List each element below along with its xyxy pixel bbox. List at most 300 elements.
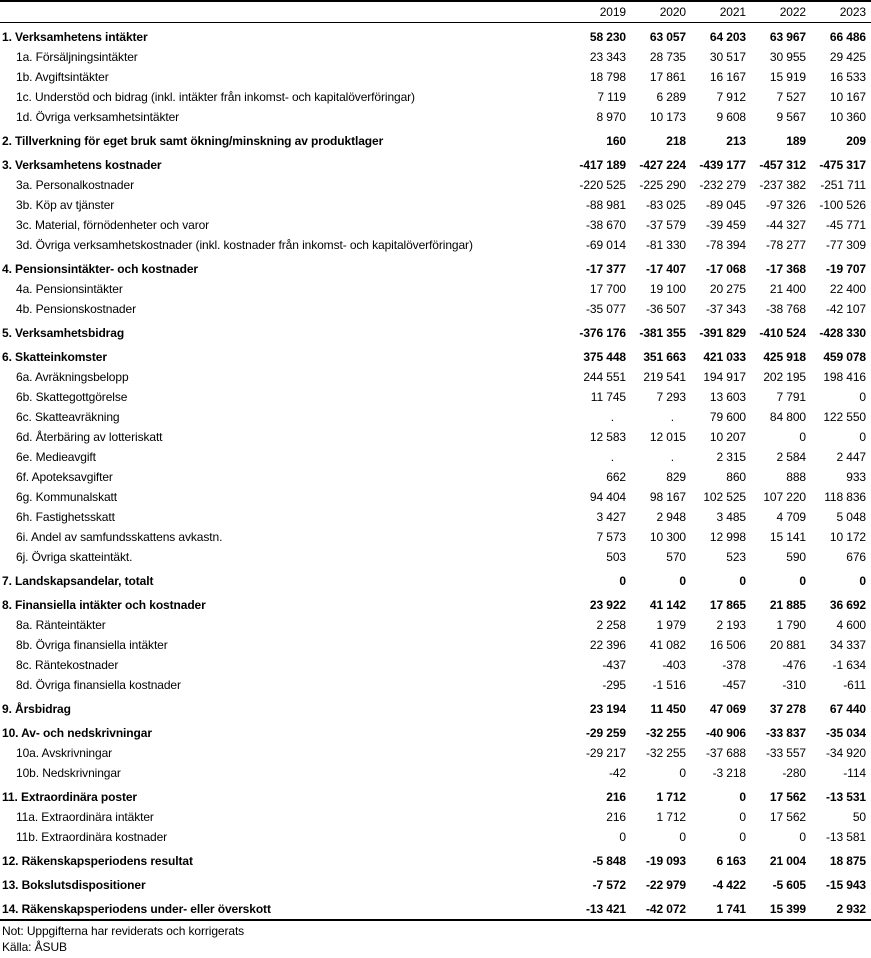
cell: 4 709 xyxy=(776,510,806,524)
row-label: 1c. Understöd och bidrag (inkl. intäkter från inkomst- och kapitalöverföringar) xyxy=(16,90,415,104)
cell: 218 xyxy=(666,134,686,148)
cell: 0 xyxy=(679,766,686,780)
cell: 107 220 xyxy=(763,490,806,504)
cell: -37 688 xyxy=(706,746,746,760)
row-label: 2. Tillverkning för eget bruk samt ökning/minskning av produktlager xyxy=(2,134,384,148)
cell: 67 440 xyxy=(829,702,866,716)
row-label: 5. Verksamhetsbidrag xyxy=(2,326,125,340)
cell: -13 581 xyxy=(826,830,866,844)
cell: 16 167 xyxy=(709,70,746,84)
cell: -29 217 xyxy=(586,746,626,760)
cell: -97 326 xyxy=(766,198,806,212)
cell: -88 981 xyxy=(586,198,626,212)
row-label: 4. Pensionsintäkter- och kostnader xyxy=(2,262,198,276)
row-label: 8b. Övriga finansiella intäkter xyxy=(16,638,168,652)
row-label: 6b. Skattegottgörelse xyxy=(16,390,128,404)
cell: -237 382 xyxy=(759,178,806,192)
cell: 11 745 xyxy=(590,390,626,404)
cell: 23 343 xyxy=(589,50,626,64)
cell: . xyxy=(610,410,614,424)
row-label: 12. Räkenskapsperiodens resultat xyxy=(2,854,193,868)
cell: 102 525 xyxy=(703,490,746,504)
cell: 198 416 xyxy=(823,370,866,384)
cell: -439 177 xyxy=(699,158,746,172)
cell: -476 xyxy=(782,658,806,672)
cell: -22 979 xyxy=(646,878,686,892)
cell: 0 xyxy=(739,790,746,804)
cell: 11 450 xyxy=(650,702,686,716)
cell: 0 xyxy=(679,574,686,588)
table-row xyxy=(0,387,871,407)
cell: 22 396 xyxy=(589,638,626,652)
cell: -35 034 xyxy=(826,726,866,740)
note-revised: Not: Uppgifterna har reviderats och korrigerats xyxy=(2,924,245,938)
cell: 0 xyxy=(739,810,746,824)
row-label: 3c. Material, förnödenheter och varor xyxy=(16,218,210,232)
cell: -38 768 xyxy=(766,302,806,316)
row-label: 4b. Pensionskostnader xyxy=(16,302,136,316)
cell: -457 312 xyxy=(759,158,806,172)
cell: 7 791 xyxy=(776,390,806,404)
row-label: 6e. Medieavgift xyxy=(16,450,96,464)
cell: -17 407 xyxy=(646,262,686,276)
row-label: 11. Extraordinära poster xyxy=(2,790,137,804)
cell: 216 xyxy=(606,790,626,804)
cell: -251 711 xyxy=(820,178,866,192)
cell: -17 368 xyxy=(766,262,806,276)
cell: -42 xyxy=(608,766,626,780)
cell: 189 xyxy=(786,134,806,148)
table-row xyxy=(0,655,871,675)
table-row xyxy=(0,279,871,299)
cell: 459 078 xyxy=(823,350,866,364)
cell: -114 xyxy=(843,766,866,780)
cell: 829 xyxy=(666,470,686,484)
cell: 63 967 xyxy=(769,30,806,44)
cell: -220 525 xyxy=(579,178,626,192)
table-header-row xyxy=(0,2,871,23)
cell: -44 327 xyxy=(766,218,806,232)
cell: 0 xyxy=(859,390,866,404)
table-row xyxy=(0,567,871,591)
cell: 1 979 xyxy=(656,618,686,632)
cell: 7 119 xyxy=(597,90,626,104)
cell: -4 422 xyxy=(712,878,746,892)
cell: -32 255 xyxy=(646,746,686,760)
cell: -40 906 xyxy=(706,726,746,740)
cell: 10 207 xyxy=(709,430,746,444)
cell: 19 100 xyxy=(649,282,686,296)
table-row xyxy=(0,547,871,567)
cell: 47 069 xyxy=(709,702,746,716)
cell: 16 506 xyxy=(709,638,746,652)
cell: 37 278 xyxy=(769,702,806,716)
cell: 9 567 xyxy=(776,110,806,124)
cell: 0 xyxy=(739,574,746,588)
row-label: 10b. Nedskrivningar xyxy=(16,766,121,780)
cell: 4 600 xyxy=(836,618,866,632)
cell: -410 524 xyxy=(759,326,806,340)
cell: 9 608 xyxy=(716,110,746,124)
row-label: 8. Finansiella intäkter och kostnader xyxy=(2,598,206,612)
table-row xyxy=(0,743,871,763)
cell: 63 057 xyxy=(649,30,686,44)
table-row xyxy=(0,195,871,215)
cell: 7 293 xyxy=(656,390,686,404)
cell: 79 600 xyxy=(709,410,746,424)
cell: 2 584 xyxy=(776,450,806,464)
cell: 351 663 xyxy=(643,350,686,364)
cell: -89 045 xyxy=(706,198,746,212)
row-label: 6i. Andel av samfundsskattens avkastn. xyxy=(16,530,223,544)
cell: -7 572 xyxy=(592,878,626,892)
cell: 41 082 xyxy=(649,638,686,652)
cell: 1 712 xyxy=(656,810,686,824)
cell: 0 xyxy=(679,830,686,844)
table-notes xyxy=(0,921,871,955)
cell: -83 025 xyxy=(646,198,686,212)
note-source: Källa: ÅSUB xyxy=(2,940,67,954)
cell: -37 579 xyxy=(646,218,686,232)
table-row xyxy=(0,507,871,527)
cell: 58 230 xyxy=(589,30,626,44)
cell: 244 551 xyxy=(583,370,626,384)
cell: -34 920 xyxy=(826,746,866,760)
cell: . xyxy=(670,410,674,424)
table-row xyxy=(0,107,871,127)
cell: 2 193 xyxy=(716,618,746,632)
cell: 15 141 xyxy=(769,530,806,544)
cell: 662 xyxy=(606,470,626,484)
cell: -42 072 xyxy=(646,902,686,916)
cell: 570 xyxy=(666,550,686,564)
cell: -17 377 xyxy=(586,262,626,276)
cell: -1 634 xyxy=(832,658,866,672)
cell: 2 948 xyxy=(656,510,686,524)
cell: -19 093 xyxy=(646,854,686,868)
cell: 18 875 xyxy=(829,854,866,868)
cell: 5 048 xyxy=(836,510,866,524)
cell: 21 400 xyxy=(769,282,806,296)
table-row xyxy=(0,87,871,107)
row-label: 1. Verksamhetens intäkter xyxy=(2,30,148,44)
table-row xyxy=(0,871,871,895)
cell: 590 xyxy=(786,550,806,564)
cell: 10 300 xyxy=(649,530,686,544)
table-row xyxy=(0,47,871,67)
row-label: 6a. Avräkningsbelopp xyxy=(16,370,129,384)
cell: 10 167 xyxy=(829,90,866,104)
row-label: 3b. Köp av tjänster xyxy=(16,198,115,212)
cell: 41 142 xyxy=(649,598,686,612)
cell: -378 xyxy=(722,658,746,672)
cell: 30 955 xyxy=(769,50,806,64)
table-row xyxy=(0,175,871,195)
cell: 3 427 xyxy=(596,510,626,524)
cell: -17 068 xyxy=(706,262,746,276)
cell: 0 xyxy=(619,830,626,844)
cell: 29 425 xyxy=(829,50,866,64)
row-label: 6c. Skatteavräkning xyxy=(16,410,120,424)
cell: 216 xyxy=(606,810,626,824)
cell: 21 885 xyxy=(769,598,806,612)
cell: 17 700 xyxy=(589,282,626,296)
row-label: 1d. Övriga verksamhetsintäkter xyxy=(16,110,180,124)
row-label: 1a. Försäljningsintäkter xyxy=(16,50,138,64)
table-row xyxy=(0,235,871,255)
cell: 15 919 xyxy=(769,70,806,84)
cell: 84 800 xyxy=(769,410,806,424)
cell: 421 033 xyxy=(703,350,746,364)
row-label: 6h. Fastighetsskatt xyxy=(16,510,115,524)
row-label: 3a. Personalkostnader xyxy=(16,178,134,192)
table-row xyxy=(0,783,871,807)
cell: 13 603 xyxy=(709,390,746,404)
cell: 10 172 xyxy=(829,530,866,544)
row-label: 8d. Övriga finansiella kostnader xyxy=(16,678,181,692)
cell: 0 xyxy=(739,830,746,844)
row-label: 3d. Övriga verksamhetskostnader (inkl. kostnader från inkomst- och kapitalöverföringar) xyxy=(16,238,473,252)
cell: 860 xyxy=(726,470,746,484)
cell: 17 861 xyxy=(649,70,686,84)
cell: -36 507 xyxy=(646,302,686,316)
cell: -42 107 xyxy=(826,302,866,316)
cell: 1 712 xyxy=(656,790,686,804)
cell: -428 330 xyxy=(819,326,866,340)
cell: 34 337 xyxy=(829,638,866,652)
row-label: 10. Av- och nedskrivningar xyxy=(2,726,152,740)
cell: -475 317 xyxy=(819,158,866,172)
cell: 0 xyxy=(619,574,626,588)
cell: 122 550 xyxy=(823,410,866,424)
cell: -29 259 xyxy=(586,726,626,740)
table-row xyxy=(0,847,871,871)
cell: 8 970 xyxy=(596,110,626,124)
cell: 3 485 xyxy=(716,510,746,524)
row-label: 3. Verksamhetens kostnader xyxy=(2,158,162,172)
cell: 17 562 xyxy=(769,790,806,804)
table-row xyxy=(0,895,871,919)
cell: 933 xyxy=(846,470,866,484)
cell: -45 771 xyxy=(826,218,866,232)
row-label: 7. Landskapsandelar, totalt xyxy=(2,574,154,588)
cell: 7 912 xyxy=(716,90,746,104)
cell: 888 xyxy=(786,470,806,484)
row-label: 6f. Apoteksavgifter xyxy=(16,470,113,484)
table-row xyxy=(0,827,871,847)
table-row xyxy=(0,319,871,343)
cell: 6 163 xyxy=(716,854,746,868)
table-row xyxy=(0,299,871,319)
column-header-year: 2019 xyxy=(599,5,626,19)
row-label: 8a. Ränteintäkter xyxy=(16,618,106,632)
cell: 36 692 xyxy=(829,598,866,612)
cell: -19 707 xyxy=(826,262,866,276)
cell: 0 xyxy=(859,574,866,588)
table-row xyxy=(0,367,871,387)
column-header-year: 2022 xyxy=(779,5,806,19)
cell: 6 289 xyxy=(656,90,686,104)
cell: 18 798 xyxy=(589,70,626,84)
cell: -15 943 xyxy=(826,878,866,892)
cell: 425 918 xyxy=(763,350,806,364)
cell: 12 998 xyxy=(709,530,746,544)
cell: -69 014 xyxy=(586,238,626,252)
cell: 118 836 xyxy=(824,490,866,504)
cell: -81 330 xyxy=(646,238,686,252)
cell: 0 xyxy=(799,574,806,588)
cell: 98 167 xyxy=(649,490,686,504)
cell: -13 421 xyxy=(586,902,626,916)
cell: 94 404 xyxy=(589,490,626,504)
cell: 20 275 xyxy=(709,282,746,296)
cell: . xyxy=(610,450,614,464)
cell: 21 004 xyxy=(769,854,806,868)
row-label: 8c. Räntekostnader xyxy=(16,658,119,672)
cell: -33 557 xyxy=(766,746,806,760)
cell: 0 xyxy=(799,430,806,444)
row-label: 1b. Avgiftsintäkter xyxy=(16,70,109,84)
cell: -391 829 xyxy=(699,326,746,340)
cell: -232 279 xyxy=(699,178,746,192)
table-row xyxy=(0,23,871,47)
cell: -100 526 xyxy=(819,198,866,212)
cell: -381 355 xyxy=(639,326,686,340)
cell: 219 541 xyxy=(643,370,686,384)
cell: 12 015 xyxy=(649,430,686,444)
cell: 15 399 xyxy=(769,902,806,916)
cell: -225 290 xyxy=(639,178,686,192)
cell: 23 194 xyxy=(589,702,626,716)
row-label: 4a. Pensionsintäkter xyxy=(16,282,123,296)
cell: -13 531 xyxy=(826,790,866,804)
cell: 0 xyxy=(859,430,866,444)
cell: -78 277 xyxy=(766,238,806,252)
column-header-year: 2023 xyxy=(839,5,866,19)
table-row xyxy=(0,467,871,487)
cell: -5 605 xyxy=(772,878,806,892)
cell: 2 258 xyxy=(596,618,626,632)
cell: 66 486 xyxy=(829,30,866,44)
row-label: 13. Bokslutsdispositioner xyxy=(2,878,146,892)
cell: 28 735 xyxy=(649,50,686,64)
table-row xyxy=(0,719,871,743)
cell: 10 173 xyxy=(649,110,686,124)
cell: 2 447 xyxy=(836,450,866,464)
cell: -417 189 xyxy=(579,158,626,172)
cell: 17 562 xyxy=(769,810,806,824)
cell: -32 255 xyxy=(646,726,686,740)
cell: -457 xyxy=(722,678,746,692)
cell: -310 xyxy=(782,678,806,692)
row-label: 11a. Extraordinära intäkter xyxy=(16,810,154,824)
cell: -437 xyxy=(602,658,626,672)
row-label: 6g. Kommunalskatt xyxy=(16,490,118,504)
row-label: 6d. Återbäring av lotteriskatt xyxy=(16,430,163,444)
table-row xyxy=(0,447,871,467)
row-label: 6. Skatteinkomster xyxy=(2,350,107,364)
table-row xyxy=(0,215,871,235)
cell: -35 077 xyxy=(586,302,626,316)
table-row xyxy=(0,763,871,783)
cell: 64 203 xyxy=(709,30,746,44)
cell: -376 176 xyxy=(579,326,626,340)
cell: 194 917 xyxy=(703,370,746,384)
row-label: 6j. Övriga skatteintäkt. xyxy=(16,550,133,564)
cell: -403 xyxy=(662,658,686,672)
table-row xyxy=(0,591,871,615)
row-label: 11b. Extraordinära kostnader xyxy=(16,830,168,844)
cell: -39 459 xyxy=(706,218,746,232)
cell: 2 932 xyxy=(836,902,866,916)
cell: 10 360 xyxy=(829,110,866,124)
table-row xyxy=(0,487,871,507)
cell: 1 741 xyxy=(716,902,746,916)
row-label: 10a. Avskrivningar xyxy=(16,746,113,760)
cell: 676 xyxy=(846,550,866,564)
cell: . xyxy=(670,450,674,464)
table-body xyxy=(0,23,871,919)
table-row xyxy=(0,807,871,827)
cell: -427 224 xyxy=(639,158,686,172)
table-row xyxy=(0,695,871,719)
cell: 23 922 xyxy=(589,598,626,612)
row-label: 14. Räkenskapsperiodens under- eller överskott xyxy=(2,902,271,916)
cell: 7 573 xyxy=(596,530,626,544)
cell: -77 309 xyxy=(826,238,866,252)
column-header-year: 2020 xyxy=(659,5,686,19)
cell: -33 837 xyxy=(766,726,806,740)
cell: 16 533 xyxy=(829,70,866,84)
cell: 160 xyxy=(606,134,626,148)
table-row xyxy=(0,527,871,547)
cell: 0 xyxy=(799,830,806,844)
table-row xyxy=(0,407,871,427)
cell: 503 xyxy=(606,550,626,564)
cell: -78 394 xyxy=(706,238,746,252)
cell: 213 xyxy=(726,134,746,148)
table-row xyxy=(0,427,871,447)
table-row xyxy=(0,67,871,87)
cell: 209 xyxy=(846,134,866,148)
table-row xyxy=(0,127,871,151)
table-row xyxy=(0,343,871,367)
cell: -3 218 xyxy=(712,766,746,780)
cell: -5 848 xyxy=(592,854,626,868)
cell: 523 xyxy=(726,550,746,564)
cell: 202 195 xyxy=(763,370,806,384)
table-row xyxy=(0,675,871,695)
cell: -295 xyxy=(602,678,626,692)
cell: -1 516 xyxy=(652,678,686,692)
cell: 375 448 xyxy=(583,350,626,364)
table-row xyxy=(0,151,871,175)
table-row xyxy=(0,615,871,635)
cell: -38 670 xyxy=(586,218,626,232)
cell: 7 527 xyxy=(776,90,806,104)
row-label: 9. Årsbidrag xyxy=(2,702,71,716)
cell: 1 790 xyxy=(776,618,806,632)
cell: 30 517 xyxy=(709,50,746,64)
cell: -37 343 xyxy=(706,302,746,316)
cell: 50 xyxy=(852,810,866,824)
cell: 20 881 xyxy=(769,638,806,652)
cell: 2 315 xyxy=(716,450,746,464)
table-row xyxy=(0,255,871,279)
column-header-year: 2021 xyxy=(719,5,746,19)
cell: 12 583 xyxy=(589,430,626,444)
cell: 17 865 xyxy=(709,598,746,612)
